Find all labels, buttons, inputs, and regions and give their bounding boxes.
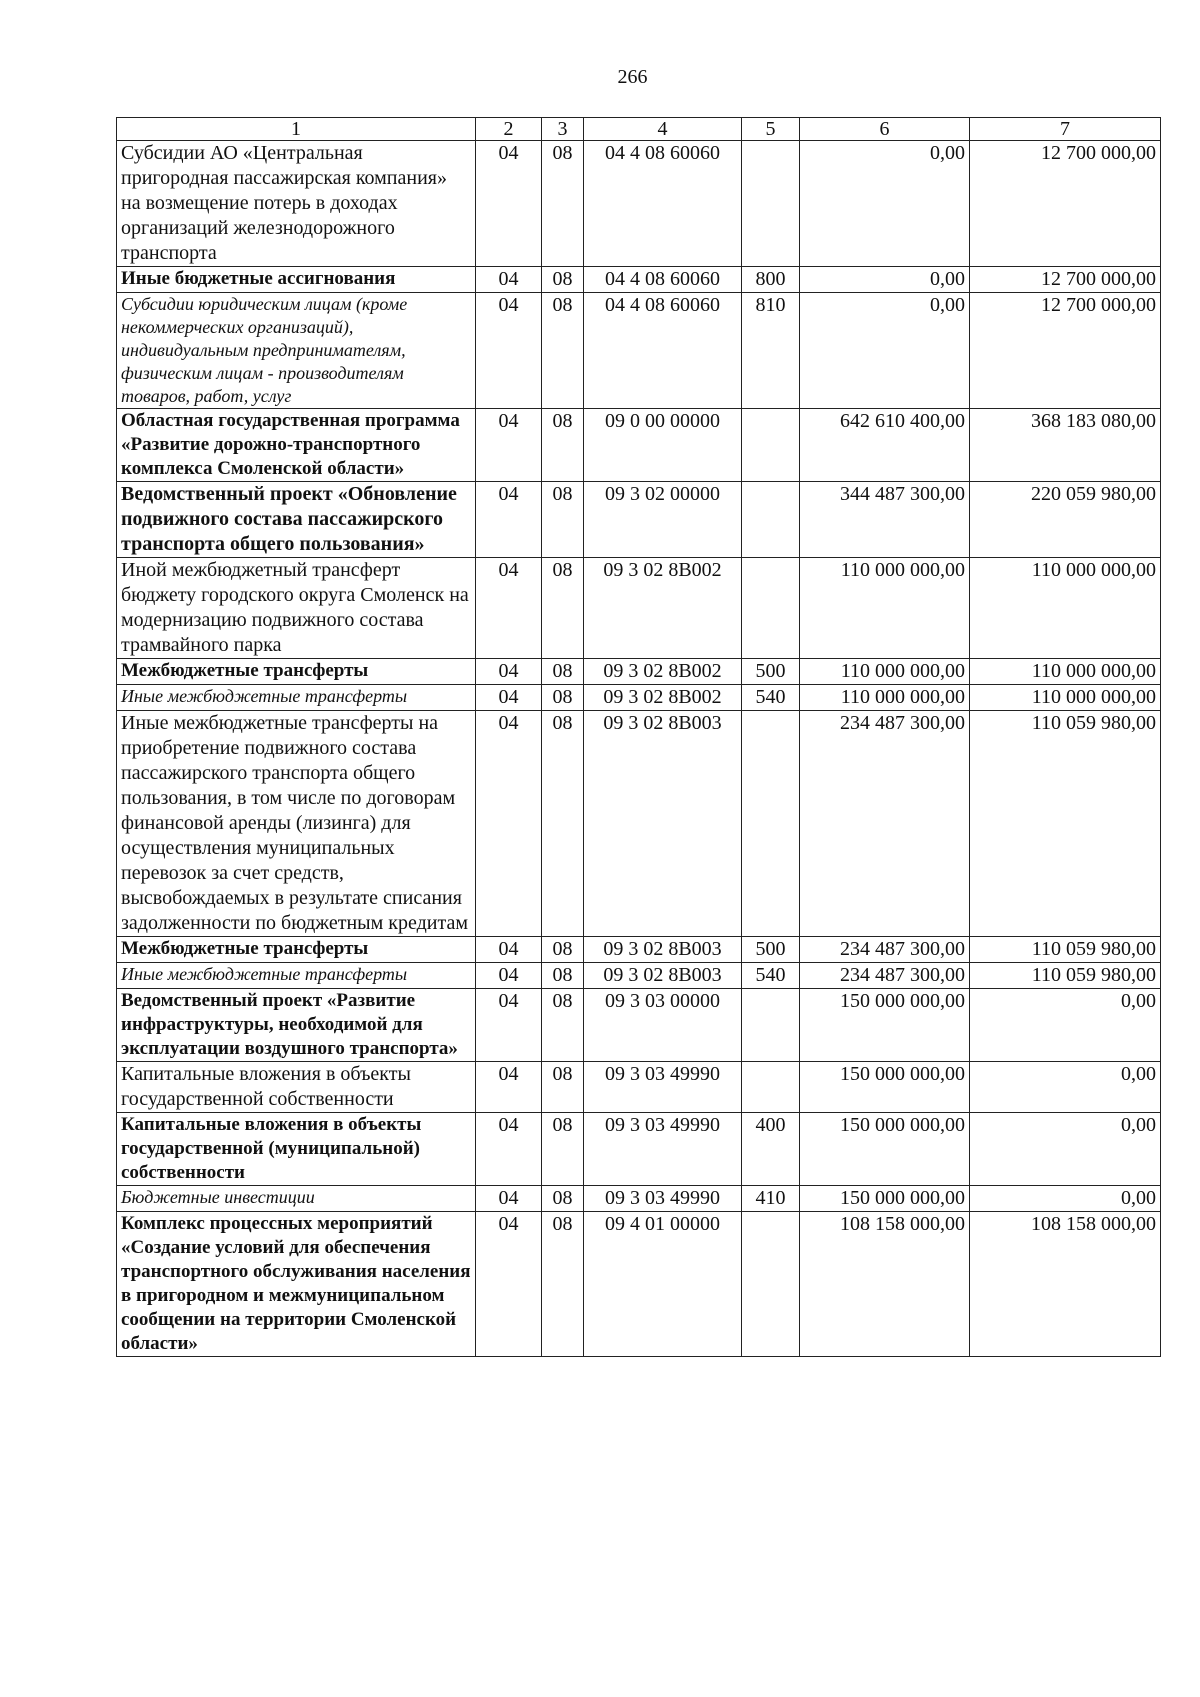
cell-amount-year-1: 110 000 000,00 — [800, 685, 970, 711]
cell-amount-year-1: 642 610 400,00 — [800, 409, 970, 482]
cell-section: 04 — [476, 558, 542, 659]
row-name: Капитальные вложения в объекты государственной собственности — [117, 1062, 476, 1113]
cell-amount-year-2: 368 183 080,00 — [970, 409, 1161, 482]
cell-section: 04 — [476, 1062, 542, 1113]
cell-amount-year-1: 0,00 — [800, 293, 970, 409]
cell-amount-year-1: 108 158 000,00 — [800, 1212, 970, 1357]
cell-subsection: 08 — [542, 267, 584, 293]
row-name: Ведомственный проект «Обновление подвижного состава пассажирского транспорта общего пользования» — [117, 482, 476, 558]
cell-expense-type — [742, 482, 800, 558]
cell-subsection: 08 — [542, 482, 584, 558]
cell-expense-type — [742, 409, 800, 482]
table-row — [117, 482, 1161, 558]
cell-target-article: 04 4 08 60060 — [584, 293, 742, 409]
cell-section: 04 — [476, 267, 542, 293]
header-col-6: 6 — [800, 118, 970, 141]
cell-target-article: 09 0 00 00000 — [584, 409, 742, 482]
table-row — [117, 659, 1161, 685]
cell-amount-year-2: 110 000 000,00 — [970, 685, 1161, 711]
cell-amount-year-1: 150 000 000,00 — [800, 1062, 970, 1113]
cell-expense-type — [742, 1212, 800, 1357]
cell-expense-type: 540 — [742, 685, 800, 711]
cell-target-article: 09 3 02 8В003 — [584, 937, 742, 963]
cell-subsection: 08 — [542, 1186, 584, 1212]
row-name: Субсидии АО «Центральная пригородная пассажирская компания» на возмещение потерь в доходах организаций железнодорожного транспорта — [117, 141, 476, 267]
cell-amount-year-1: 0,00 — [800, 141, 970, 267]
cell-amount-year-1: 150 000 000,00 — [800, 1186, 970, 1212]
cell-expense-type: 410 — [742, 1186, 800, 1212]
cell-subsection: 08 — [542, 685, 584, 711]
table-row — [117, 711, 1161, 937]
cell-amount-year-1: 0,00 — [800, 267, 970, 293]
cell-amount-year-2: 0,00 — [970, 1113, 1161, 1186]
header-row — [117, 118, 1161, 141]
table-row — [117, 1113, 1161, 1186]
cell-subsection: 08 — [542, 1212, 584, 1357]
cell-amount-year-2: 0,00 — [970, 1062, 1161, 1113]
table-row — [117, 558, 1161, 659]
cell-section: 04 — [476, 482, 542, 558]
cell-amount-year-1: 344 487 300,00 — [800, 482, 970, 558]
cell-target-article: 09 3 03 00000 — [584, 989, 742, 1062]
cell-amount-year-2: 110 059 980,00 — [970, 937, 1161, 963]
cell-expense-type: 500 — [742, 659, 800, 685]
cell-section: 04 — [476, 1212, 542, 1357]
cell-target-article: 04 4 08 60060 — [584, 267, 742, 293]
table-row — [117, 409, 1161, 482]
row-name: Капитальные вложения в объекты государственной (муниципальной) собственности — [117, 1113, 476, 1186]
header-col-1: 1 — [117, 118, 476, 141]
cell-subsection: 08 — [542, 711, 584, 937]
cell-expense-type — [742, 141, 800, 267]
table-row — [117, 141, 1161, 267]
cell-target-article: 09 4 01 00000 — [584, 1212, 742, 1357]
header-col-2: 2 — [476, 118, 542, 141]
cell-expense-type — [742, 558, 800, 659]
header-col-4: 4 — [584, 118, 742, 141]
table-row — [117, 1186, 1161, 1212]
cell-section: 04 — [476, 989, 542, 1062]
cell-target-article: 09 3 02 8В003 — [584, 711, 742, 937]
cell-target-article: 09 3 02 8В003 — [584, 963, 742, 989]
row-name: Областная государственная программа «Развитие дорожно-транспортного комплекса Смоленской области» — [117, 409, 476, 482]
cell-subsection: 08 — [542, 558, 584, 659]
header-col-3: 3 — [542, 118, 584, 141]
cell-amount-year-1: 234 487 300,00 — [800, 937, 970, 963]
cell-section: 04 — [476, 141, 542, 267]
budget-table — [116, 117, 1161, 1357]
cell-amount-year-2: 220 059 980,00 — [970, 482, 1161, 558]
cell-expense-type: 540 — [742, 963, 800, 989]
cell-target-article: 09 3 02 8В002 — [584, 558, 742, 659]
cell-section: 04 — [476, 937, 542, 963]
cell-expense-type — [742, 711, 800, 937]
cell-subsection: 08 — [542, 963, 584, 989]
cell-amount-year-2: 110 000 000,00 — [970, 558, 1161, 659]
row-name: Межбюджетные трансферты — [117, 659, 476, 685]
table-row — [117, 963, 1161, 989]
table-row — [117, 937, 1161, 963]
cell-amount-year-1: 110 000 000,00 — [800, 659, 970, 685]
row-name: Иные межбюджетные трансферты на приобретение подвижного состава пассажирского транспорта общего пользования, в том числе по договорам финансовой аренды (лизинга) для осуществления муниципальных перевозок за счет средств, высвобождаемых в результате списания задолженности по бюджетным кредитам — [117, 711, 476, 937]
cell-amount-year-1: 234 487 300,00 — [800, 711, 970, 937]
row-name: Бюджетные инвестиции — [117, 1186, 476, 1212]
cell-section: 04 — [476, 685, 542, 711]
cell-amount-year-2: 110 000 000,00 — [970, 659, 1161, 685]
cell-subsection: 08 — [542, 1113, 584, 1186]
row-name: Субсидии юридическим лицам (кроме некоммерческих организаций), индивидуальным предпринимателям, физическим лицам - производителям товаров, работ, услуг — [117, 293, 476, 409]
cell-target-article: 04 4 08 60060 — [584, 141, 742, 267]
cell-target-article: 09 3 02 8В002 — [584, 685, 742, 711]
cell-section: 04 — [476, 711, 542, 937]
cell-section: 04 — [476, 659, 542, 685]
cell-section: 04 — [476, 409, 542, 482]
cell-amount-year-2: 12 700 000,00 — [970, 141, 1161, 267]
cell-subsection: 08 — [542, 1062, 584, 1113]
row-name: Иной межбюджетный трансферт бюджету городского округа Смоленск на модернизацию подвижного состава трамвайного парка — [117, 558, 476, 659]
cell-target-article: 09 3 02 00000 — [584, 482, 742, 558]
cell-amount-year-2: 0,00 — [970, 989, 1161, 1062]
cell-target-article: 09 3 03 49990 — [584, 1062, 742, 1113]
cell-amount-year-1: 150 000 000,00 — [800, 1113, 970, 1186]
cell-target-article: 09 3 03 49990 — [584, 1113, 742, 1186]
cell-section: 04 — [476, 1186, 542, 1212]
cell-amount-year-1: 150 000 000,00 — [800, 989, 970, 1062]
table-row — [117, 267, 1161, 293]
cell-amount-year-2: 0,00 — [970, 1186, 1161, 1212]
cell-subsection: 08 — [542, 293, 584, 409]
table-row — [117, 1212, 1161, 1357]
cell-section: 04 — [476, 293, 542, 409]
cell-target-article: 09 3 03 49990 — [584, 1186, 742, 1212]
cell-expense-type: 400 — [742, 1113, 800, 1186]
cell-expense-type — [742, 1062, 800, 1113]
row-name: Ведомственный проект «Развитие инфраструктуры, необходимой для эксплуатации воздушного транспорта» — [117, 989, 476, 1062]
cell-amount-year-1: 234 487 300,00 — [800, 963, 970, 989]
row-name: Комплекс процессных мероприятий «Создание условий для обеспечения транспортного обслуживания населения в пригородном и межмуниципальном сообщении на территории Смоленской области» — [117, 1212, 476, 1357]
table-row — [117, 293, 1161, 409]
header-col-7: 7 — [970, 118, 1161, 141]
cell-target-article: 09 3 02 8В002 — [584, 659, 742, 685]
row-name: Иные межбюджетные трансферты — [117, 963, 476, 989]
cell-amount-year-2: 110 059 980,00 — [970, 711, 1161, 937]
header-col-5: 5 — [742, 118, 800, 141]
cell-subsection: 08 — [542, 409, 584, 482]
row-name: Межбюджетные трансферты — [117, 937, 476, 963]
cell-subsection: 08 — [542, 141, 584, 267]
cell-expense-type — [742, 989, 800, 1062]
cell-section: 04 — [476, 1113, 542, 1186]
page-number: 266 — [617, 66, 648, 88]
cell-expense-type: 810 — [742, 293, 800, 409]
cell-amount-year-1: 110 000 000,00 — [800, 558, 970, 659]
cell-amount-year-2: 110 059 980,00 — [970, 963, 1161, 989]
cell-amount-year-2: 12 700 000,00 — [970, 293, 1161, 409]
table-row — [117, 685, 1161, 711]
cell-expense-type: 500 — [742, 937, 800, 963]
cell-amount-year-2: 12 700 000,00 — [970, 267, 1161, 293]
table-row — [117, 989, 1161, 1062]
cell-subsection: 08 — [542, 989, 584, 1062]
row-name: Иные бюджетные ассигнования — [117, 267, 476, 293]
cell-subsection: 08 — [542, 937, 584, 963]
cell-amount-year-2: 108 158 000,00 — [970, 1212, 1161, 1357]
cell-section: 04 — [476, 963, 542, 989]
table-row — [117, 1062, 1161, 1113]
cell-expense-type: 800 — [742, 267, 800, 293]
cell-subsection: 08 — [542, 659, 584, 685]
row-name: Иные межбюджетные трансферты — [117, 685, 476, 711]
